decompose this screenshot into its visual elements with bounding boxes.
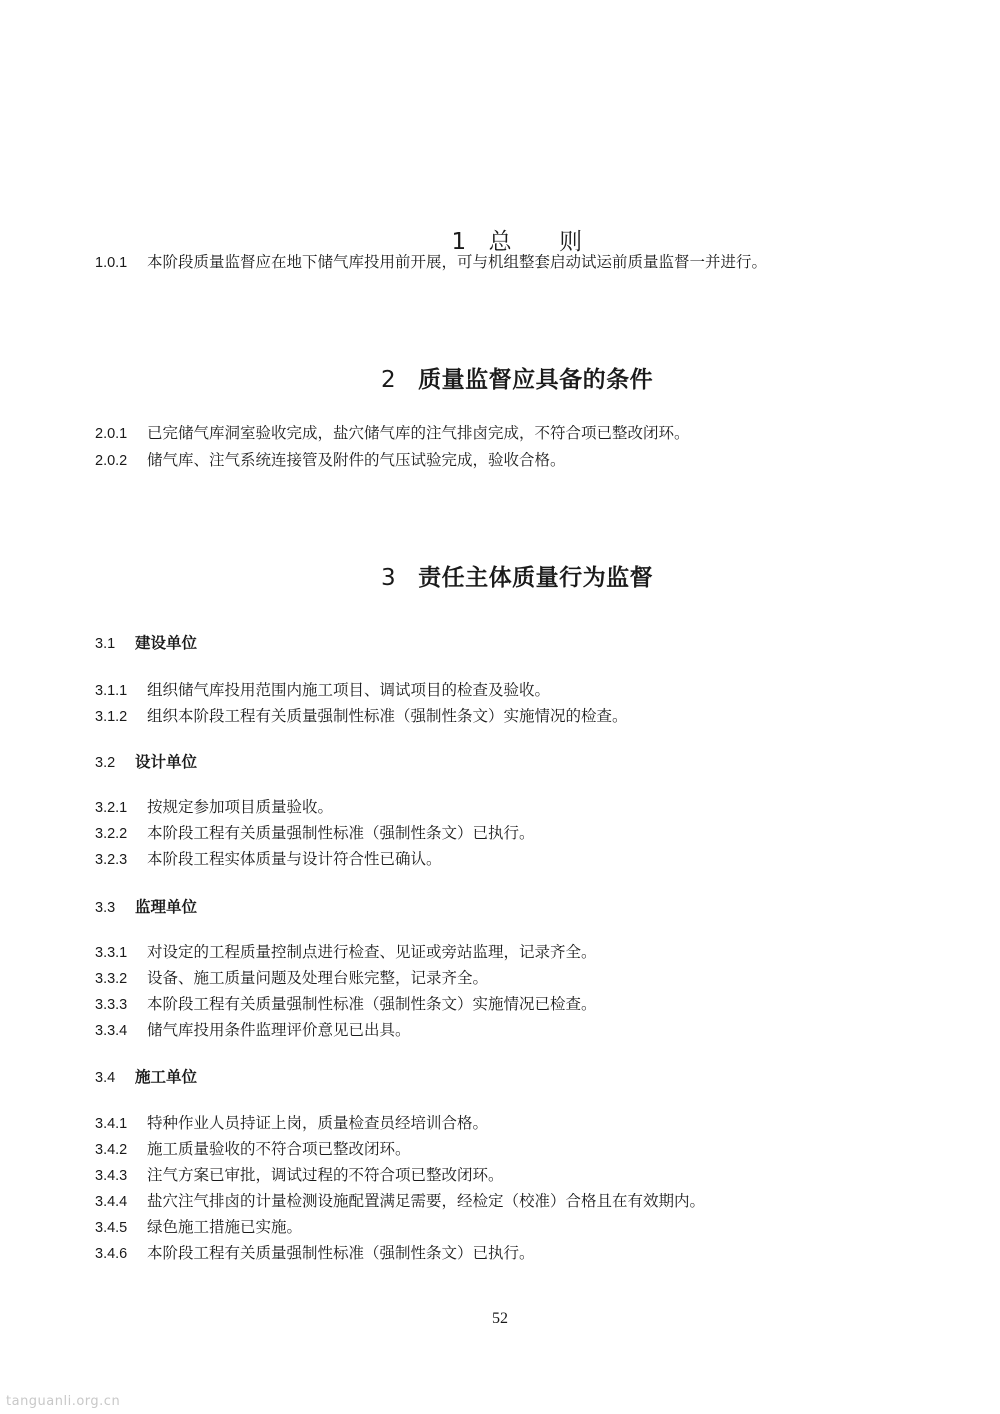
clause-text: 本阶段工程有关质量强制性标准（强制性条文）实施情况已检查。 — [147, 995, 597, 1013]
clause-number: 3.2.2 — [95, 826, 128, 842]
clause — [95, 1165, 504, 1186]
clause — [95, 994, 597, 1015]
chapter-number: 2 — [380, 367, 397, 393]
clause-text: 盐穴注气排卤的计量检测设施配置满足需要，经检定（校准）合格且在有效期内。 — [147, 1192, 706, 1210]
clause-number: 3.3.4 — [95, 1023, 128, 1039]
clause-number: 1.0.1 — [95, 255, 128, 271]
clause-text: 储气库、注气系统连接管及附件的气压试验完成，验收合格。 — [147, 451, 566, 469]
clause — [95, 680, 550, 701]
section-number: 3.2 — [95, 755, 116, 771]
clause — [95, 823, 535, 844]
clause-text: 组织本阶段工程有关质量强制性标准（强制性条文）实施情况的检查。 — [147, 707, 628, 725]
clause — [95, 423, 690, 444]
clause — [95, 252, 767, 273]
clause-text: 本阶段工程有关质量强制性标准（强制性条文）已执行。 — [147, 824, 535, 842]
clause-number: 3.4.2 — [95, 1142, 128, 1158]
clause-number: 2.0.2 — [95, 453, 128, 469]
page-number: 52 — [492, 1310, 508, 1327]
clause-number: 2.0.1 — [95, 426, 128, 442]
clause-number: 3.1.1 — [95, 683, 128, 699]
clause — [95, 849, 442, 870]
clause-text: 绿色施工措施已实施。 — [147, 1218, 303, 1236]
clause — [95, 1113, 488, 1134]
clause-number: 3.4.5 — [95, 1220, 128, 1236]
clause-number: 3.3.3 — [95, 997, 128, 1013]
clause — [95, 1020, 411, 1041]
section-heading — [95, 897, 197, 918]
clause — [95, 968, 488, 989]
section-title: 设计单位 — [135, 753, 198, 771]
clause-text: 对设定的工程质量控制点进行检查、见证或旁站监理，记录齐全。 — [147, 943, 597, 961]
section-title: 施工单位 — [135, 1068, 198, 1086]
clause-number: 3.4.4 — [95, 1194, 128, 1210]
clause-number: 3.2.1 — [95, 800, 128, 816]
clause — [95, 450, 566, 471]
clause-number: 3.4.1 — [95, 1116, 128, 1132]
clause-number: 3.2.3 — [95, 852, 128, 868]
chapter-number: 1 — [451, 229, 467, 255]
chapter-2-heading — [0, 335, 1000, 420]
clause-text: 注气方案已审批，调试过程的不符合项已整改闭环。 — [147, 1166, 504, 1184]
clause-number: 3.3.2 — [95, 971, 128, 987]
clause-text: 施工质量验收的不符合项已整改闭环。 — [147, 1140, 411, 1158]
section-heading — [95, 633, 197, 654]
section-number: 3.4 — [95, 1070, 116, 1086]
clause-text: 设备、施工质量问题及处理台账完整，记录齐全。 — [147, 969, 489, 987]
clause-number: 3.4.3 — [95, 1168, 128, 1184]
clause-text: 组织储气库投用范围内施工项目、调试项目的检查及验收。 — [147, 681, 551, 699]
clause-text: 本阶段工程有关质量强制性标准（强制性条文）已执行。 — [147, 1244, 535, 1262]
section-number: 3.3 — [95, 900, 116, 916]
clause — [95, 1139, 411, 1160]
clause-text: 按规定参加项目质量验收。 — [147, 798, 334, 816]
clause — [95, 1191, 705, 1212]
clause-text: 储气库投用条件监理评价意见已出具。 — [147, 1021, 411, 1039]
clause — [95, 1243, 535, 1264]
section-title: 建设单位 — [135, 634, 198, 652]
clause-text: 已完储气库洞室验收完成，盐穴储气库的注气排卤完成，不符合项已整改闭环。 — [147, 424, 690, 442]
chapter-number: 3 — [380, 565, 397, 591]
section-number: 3.1 — [95, 636, 116, 652]
chapter-title-text: 总 则 — [488, 229, 583, 255]
clause-number: 3.3.1 — [95, 945, 128, 961]
clause-number: 3.4.6 — [95, 1246, 128, 1262]
section-title: 监理单位 — [135, 898, 198, 916]
chapter-title-text: 责任主体质量行为监督 — [418, 565, 654, 591]
clause — [95, 706, 628, 727]
section-heading — [95, 1067, 197, 1088]
clause-text: 特种作业人员持证上岗，质量检查员经培训合格。 — [147, 1114, 489, 1132]
clause — [95, 1217, 302, 1238]
section-heading — [95, 752, 197, 773]
chapter-title-text: 质量监督应具备的条件 — [418, 367, 654, 393]
watermark: tanguanli.org.cn — [6, 1394, 121, 1409]
chapter-3-heading — [0, 533, 1000, 618]
clause-text: 本阶段工程实体质量与设计符合性已确认。 — [147, 850, 442, 868]
clause-number: 3.1.2 — [95, 709, 128, 725]
clause — [95, 942, 597, 963]
clause — [95, 797, 333, 818]
clause-text: 本阶段质量监督应在地下储气库投用前开展，可与机组整套启动试运前质量监督一并进行。 — [147, 253, 768, 271]
